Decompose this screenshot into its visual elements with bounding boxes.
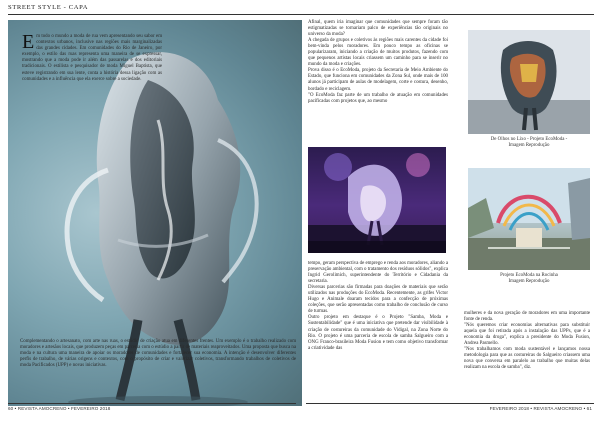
stage-photo-illustration (308, 147, 446, 253)
paragraph: "O EcoModa faz parte de um trabalho de atuação em comunidades pacificadas com projetos que, ao mesmo (308, 92, 448, 104)
sculpture-photo (468, 30, 590, 134)
lead-paragraph (22, 31, 162, 83)
paragraph: "Nós queremos criar economias alternativas para substituir aquela que foi retirada após a instalação das UPPs, que é a economia da droga", explica a presidente do Moda Fusion, Andrea Pasmello. (464, 323, 590, 347)
sculpture-caption (468, 137, 590, 149)
paragraph: A chegada de grupos e coletivos às regiões mais carentes da cidade foi bem-vinda pelos moradores. Em pouco tempo as oficinas se popularizaram, iniciando a criação de muitos produtos, fazendo com que pequenos artistas locais criassem um caminho para se inserir no mundo da moda e criações. (308, 38, 448, 68)
footer-rule-left (8, 403, 296, 404)
dropcap: E (22, 31, 35, 53)
paragraph: tempo, geram perspectiva de emprego e renda aos moradores, aliando a preservação ambiental, com o tratamento dos resíduos sólidos", explica Ingrid Gerolimich, superintendente do Território e Cidadania da secretaria. (308, 261, 448, 285)
paragraph: "Nos trabalhamos com moda sustentável e lançamos nossa metodologia para que as costureiras do Salgueiro criassem uma nova que conversa em paralelo ao trabalho que muitas delas realizam na escola de samba", diz. (464, 347, 590, 371)
stage-photo (308, 147, 446, 253)
caption-line: Imagem Reprodução (508, 279, 550, 285)
paragraph: Outro projeto em destaque é o Projeto "Samba, Moda e Sustentabilidade" que é uma iniciativa que pretende dar visibilidade à criação de costureiras da comunidade do Vidigal, na Zona Norte do Rio. O projeto é uma parceria de escola de samba Salgueiro com a ONG Franco-brasileira Moda Fusion e tem como objetivo transformar a criatividade das (308, 315, 448, 351)
street-photo-illustration (468, 168, 590, 270)
footer-rule-right (306, 403, 594, 404)
paragraph: Diversas parcerias são firmadas para doações de materiais que serão utilizados nas produções do EcoModa. Recentemente, as grifes Victor Hugo e Animale doaram tecidos para a confecção de próximas coleções, que serão apresentadas como trabalho de conclusão de curso de turmas. (308, 285, 448, 315)
column-upper (308, 20, 448, 105)
lead-text: m todo o mundo a moda de rua vem apresentando seu sabor em contextos urbanos, inclusive nas regiões mais marginalizadas das grandes cidades. Em comunidades do Rio de Janeiro, por exemplo, o estilo das ruas representa uma maneira de se expressar, mostrando que a moda pode ir além das passarelas e dos editoriais tradicionais. O estilista e pesquisador de moda Miguel Baptista, que esteve registrando em sua lente, conta a história dessa ligação com as comunidades e a influência que ela exerce sobre a sociedade. (22, 34, 162, 82)
footer-right-folio: FEVEREIRO 2018 • REVISTA AMOCRENO • 61 (489, 406, 592, 411)
paragraph: Prova disso é o EcoModa, projeto da Secretaria de Meio Ambiente do Estado, que funciona em comunidades da Zona Sul, onde mais de 100 alunos já participam de aulas de modelagem, corte e costura, desenho, bordado e reciclagem. (308, 68, 448, 92)
street-caption (468, 273, 590, 285)
section-header: STREET STYLE - CAPA (8, 4, 89, 11)
caption-line: Imagem Reprodução (508, 143, 550, 149)
caption-line: De Olhos no Lixo - Projeto EcoModa - (490, 137, 568, 142)
bottom-paragraph: Complementando o artesanato, com arte nas ruas, o estúdio de criação atua em diferentes frentes. Um exemplo é o trabalho realizado com moradores e artesãos locais, que produzem peças em parceria com o estúdio a partir de materiais reaproveitados. Uma proposta que busca na moda e na cultura uma maneira de apoiar os moradores de comunidades e fortalecer sua economia. A intenção é desenvolver diferentes perfis de trabalho, de várias origens e contextos, com o propósito de criar e valorizar coletivos, transformando trabalhos de coletivos de moda Pacificados (UPP) e novas iniciativas. (20, 339, 296, 369)
header-rule (8, 14, 594, 15)
caption-line: Projeto EcoModa na Rocinha (500, 273, 558, 278)
sculpture-photo-illustration (468, 30, 590, 134)
footer-left-folio: 60 • REVISTA AMOCRENO • FEVEREIRO 2018 (8, 406, 111, 411)
street-photo (468, 168, 590, 270)
paragraph: mulheres e da nova geração de moradores em uma importante fonte de renda. (464, 311, 590, 323)
column-right (464, 311, 590, 371)
paragraph: Afinal, quem iria imaginar que comunidades que sempre foram tão estigmatizadas se tornariam palco de experiências tão originais no universo da moda? (308, 20, 448, 38)
column-lower (308, 261, 448, 352)
